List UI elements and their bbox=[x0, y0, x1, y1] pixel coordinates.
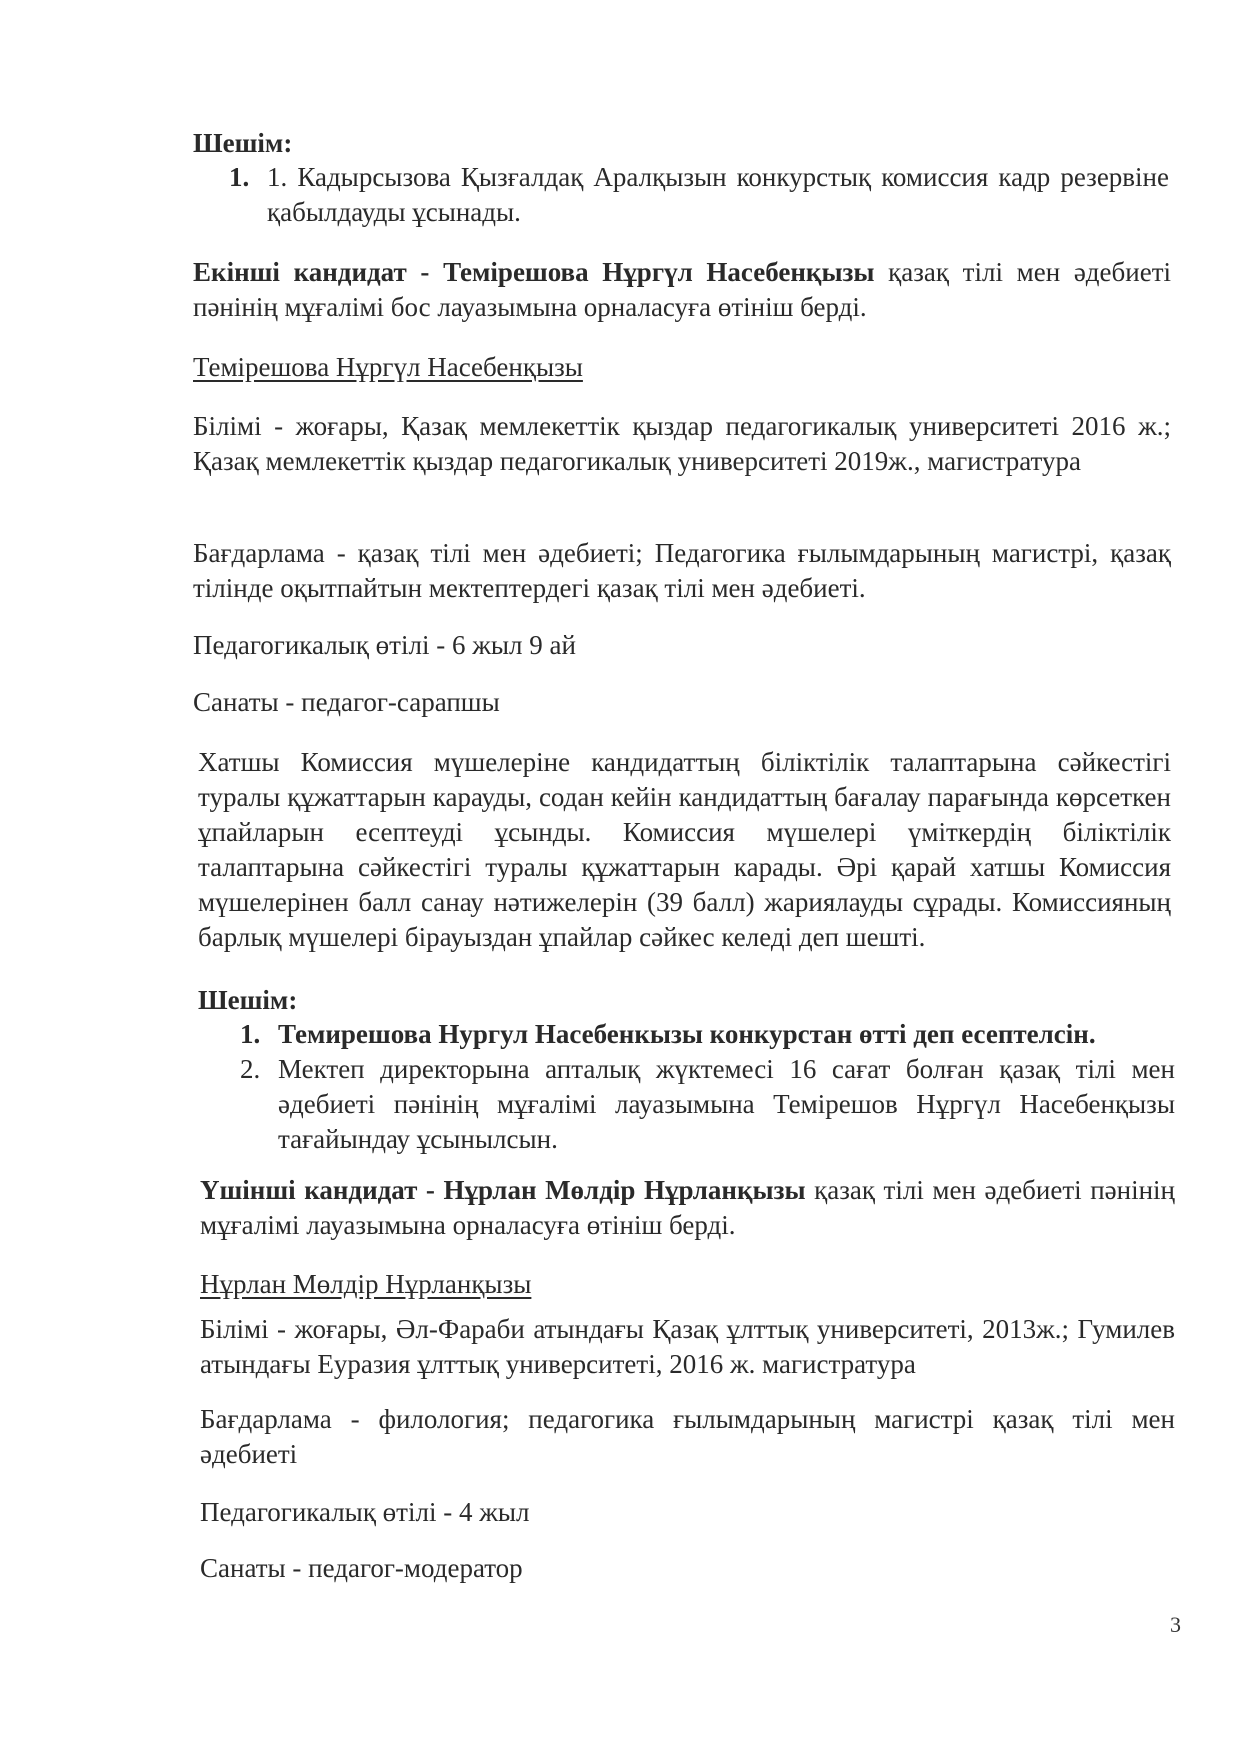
candidate-intro bbox=[200, 1173, 1175, 1243]
decision-item bbox=[229, 160, 1169, 230]
candidate-intro-bold: Үшінші кандидат - Нұрлан Мөлдір Нұрланқызы bbox=[200, 1175, 806, 1205]
candidate-name: Нұрлан Мөлдір Нұрланқызы bbox=[200, 1269, 532, 1299]
page-number: 3 bbox=[1170, 1612, 1181, 1637]
decision-item bbox=[240, 1052, 1175, 1157]
candidate-education: Білімі - жоғары, Әл-Фараби атындағы Қазақ ұлттық университеті, 2013ж.; Гумилев атындағы Еуразия ұлттық университеті, 2016 ж. магистратура bbox=[200, 1314, 1175, 1379]
candidate-category: Санаты - педагог-модератор bbox=[200, 1553, 523, 1583]
item-text: 1. Кадырсызова Қызғалдақ Аралқызын конкурстық комиссия кадр резервіне қабылдауды ұсынады. bbox=[267, 162, 1169, 227]
item-text: Темирешова Нургул Насебенкызы конкурстан өтті деп есептелсін. bbox=[278, 1019, 1096, 1049]
candidate-education: Білімі - жоғары, Қазақ мемлекеттік қыздар педагогикалық университеті 2016 ж.; Қазақ мемлекеттік қыздар педагогикалық университеті 2019ж., магистратура bbox=[193, 411, 1171, 476]
candidate-experience: Педагогикалық өтілі - 4 жыл bbox=[200, 1497, 530, 1527]
candidate-program: Бағдарлама - филология; педагогика ғылымдарының магистрі қазақ тілі мен әдебиеті bbox=[200, 1404, 1175, 1469]
candidate-experience: Педагогикалық өтілі - 6 жыл 9 ай bbox=[193, 630, 576, 660]
decision-list bbox=[240, 1017, 1175, 1157]
candidate-name: Темірешова Нұргүл Насебенқызы bbox=[193, 352, 583, 382]
secretary-paragraph: Хатшы Комиссия мүшелеріне кандидаттың біліктілік талаптарына сәйкестігі туралы құжаттарын карауды, содан кейін кандидаттың бағалау парағында көрсеткен ұпайларын есептеуді ұсынды. Комиссия мүшелері үміткердің біліктілік талаптарына сәйкестігі туралы құжаттарын карады. Әрі қарай хатшы Комиссия мүшелерінен балл санау нәтижелерін (39 балл) жариялауды сұрады. Комиссияның барлық мүшелері бірауыздан ұпайлар сәйкес келеді деп шешті. bbox=[198, 747, 1171, 952]
decision-heading: Шешім: bbox=[193, 128, 293, 158]
candidate-intro-rest: қазақ тілі мен әдебиеті пәнінің мұғалімі лауазымына орналасуға өтініш берді. bbox=[200, 1175, 1175, 1240]
decision-item bbox=[240, 1017, 1175, 1052]
candidate-program: Бағдарлама - қазақ тілі мен әдебиеті; Педагогика ғылымдарының магистрі, қазақ тілінде оқытпайтын мектептердегі қазақ тілі мен әдебиеті. bbox=[193, 538, 1171, 603]
item-number: 2. bbox=[240, 1054, 261, 1084]
candidate-intro-rest: қазақ тілі мен әдебиеті пәнінің мұғалімі бос лауазымына орналасуға өтініш берді. bbox=[193, 257, 1172, 322]
item-text: Мектеп директорына апталық жүктемесі 16 сағат болған қазақ тілі мен әдебиеті пәнінің мұғалімі лауазымына Темірешов Нұргүл Насебенқызы тағайындау ұсынылсын. bbox=[278, 1054, 1175, 1154]
decision-heading: Шешім: bbox=[198, 985, 298, 1015]
decision-list bbox=[229, 160, 1169, 230]
candidate-intro bbox=[193, 255, 1171, 325]
candidate-intro-bold: Екінші кандидат - Темірешова Нұргүл Насебенқызы bbox=[193, 257, 875, 287]
item-number: 1. bbox=[229, 162, 250, 192]
candidate-category: Санаты - педагог-сарапшы bbox=[193, 687, 500, 717]
item-number: 1. bbox=[240, 1019, 261, 1049]
